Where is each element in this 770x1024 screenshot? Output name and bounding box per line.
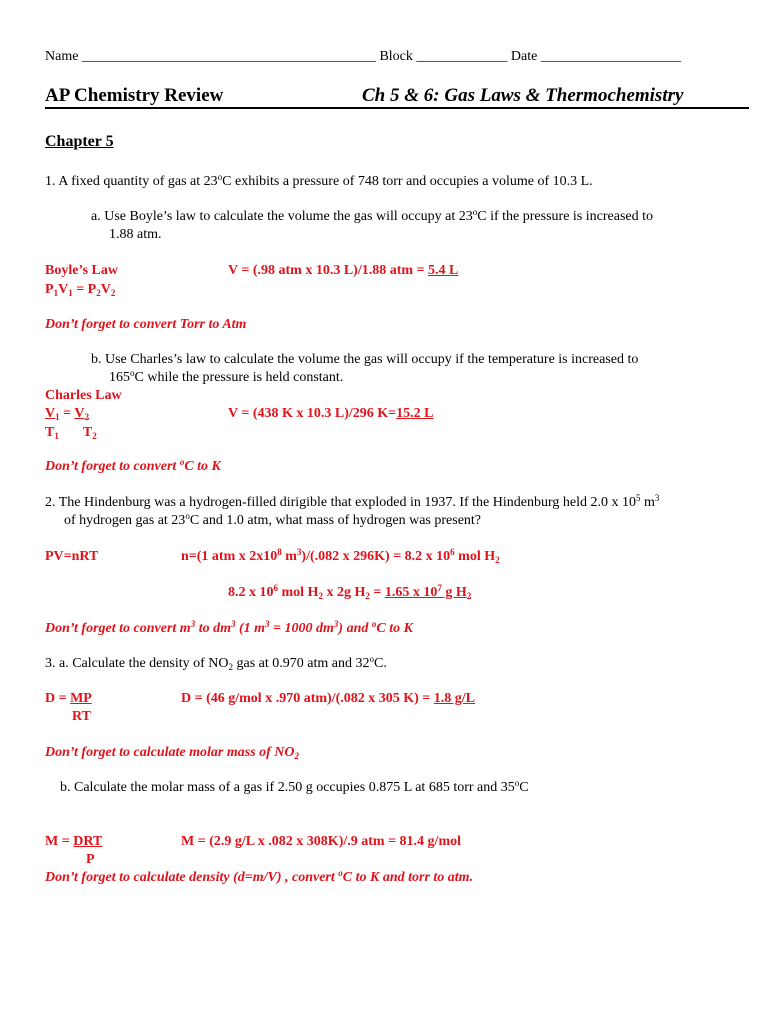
question-1b-line1: b. Use Charles’s law to calculate the volume the gas will occupy if the temperature is increased to	[91, 352, 639, 367]
charles-answer: 15.2 L	[396, 406, 434, 421]
date-label: Date	[510, 49, 538, 64]
boyles-law-label: Boyle’s Law	[45, 263, 118, 278]
charles-law-formula-top: $V_1 = V_2$	[45, 406, 89, 422]
charles-law-equation: V = (438 K x 10.3 L)/296 K=15.2 L	[228, 406, 434, 421]
note-torr-to-atm: Don’t forget to convert Torr to Atm	[45, 317, 247, 332]
boyles-law-equation: V = (.98 atm x 10.3 L)/1.88 atm = 5.4 L	[228, 263, 459, 278]
question-3b: b. Calculate the molar mass of a gas if 2.50 g occupies 0.875 L at 685 torr and 35$^o$C	[60, 778, 529, 795]
note-molar-mass-no2: Don’t forget to calculate molar mass of $NO_2$	[45, 745, 300, 761]
date-field[interactable]: ____________________	[540, 49, 681, 64]
question-1: 1. A fixed quantity of gas at 23$^o$C exhibits a pressure of 748 torr and occupies a volume of 10.3 L.	[45, 172, 593, 189]
charles-law-label: Charles Law	[45, 388, 122, 403]
note-density-conversion: Don’t forget to calculate density (d=m/V) , convert $^o$C to K and torr to atm.	[45, 868, 474, 885]
question-3a: 3. a. Calculate the density of $NO_2$ gas at 0.970 atm and 32$^o$C.	[45, 654, 387, 672]
name-label: Name	[45, 49, 79, 64]
moles-equation: n=(1 atm x $2x10^8$ $m^3)/(.082$ x 296K) = 8.2 x $10^6$ mol $H_2$	[181, 547, 500, 565]
density-answer: 1.8 g/L	[433, 691, 475, 706]
molar-mass-equation: M = (2.9 g/L x .082 x 308K)/.9 atm = 81.4 g/mol	[181, 834, 461, 849]
density-equation: D = (46 g/mol x .970 atm)/(.082 x 305 K) = 1.8 g/L	[181, 691, 475, 706]
note-celsius-to-kelvin: Don’t forget to convert $^o$C to K	[45, 457, 221, 474]
block-field[interactable]: _____________	[416, 49, 508, 64]
question-1a-line1: a. Use Boyle’s law to calculate the volume the gas will occupy at 23$^o$C if the pressure is increased to	[91, 207, 654, 224]
density-formula-bottom: RT	[72, 709, 91, 724]
question-2-line1: 2. The Hindenburg was a hydrogen-filled dirigible that exploded in 1937. If the Hindenburg held 2.0 x $10^5$ $m^3$	[45, 493, 660, 510]
mass-equation: 8.2 x $10^6$ mol $H_2$ x 2g $H_2 = 1.65$ x $10^7$ g $H_2$	[228, 583, 472, 601]
density-formula-top: D = MP	[45, 691, 92, 706]
chapter-heading: Chapter 5	[45, 133, 114, 150]
molar-mass-formula-top: M = DRT	[45, 834, 103, 849]
boyles-law-formula: $P_1V_1 = P_2V_2$	[45, 282, 116, 298]
page-title: AP Chemistry Review	[45, 85, 224, 106]
charles-law-formula-bottom: $T_1$ $T_2$	[45, 425, 97, 441]
question-2-line2: of hydrogen gas at 23$^o$C and 1.0 atm, what mass of hydrogen was present?	[64, 511, 482, 528]
page-subtitle: Ch 5 & 6: Gas Laws & Thermochemistry	[362, 85, 684, 106]
boyles-answer: 5.4 L	[428, 263, 459, 278]
question-1a-line2: 1.88 atm.	[109, 227, 162, 242]
ideal-gas-formula: PV=nRT	[45, 549, 99, 564]
mass-answer: 1.65 x $10^7$ g $H_2$	[384, 583, 472, 601]
note-m3-to-dm3: Don’t forget to convert $m^3$ to $dm^3$ (1 $m^3 = 1000$ $dm^3$) and $^o$C to K	[45, 619, 413, 636]
name-field[interactable]: __________________________________________	[81, 49, 376, 64]
header-line	[45, 48, 681, 65]
question-1b-line2: 165$^o$C while the pressure is held constant.	[109, 368, 344, 385]
title-rule	[45, 107, 749, 109]
block-label: Block	[379, 49, 413, 64]
molar-mass-formula-bottom: P	[86, 852, 95, 867]
degree-symbol: o	[217, 172, 223, 182]
